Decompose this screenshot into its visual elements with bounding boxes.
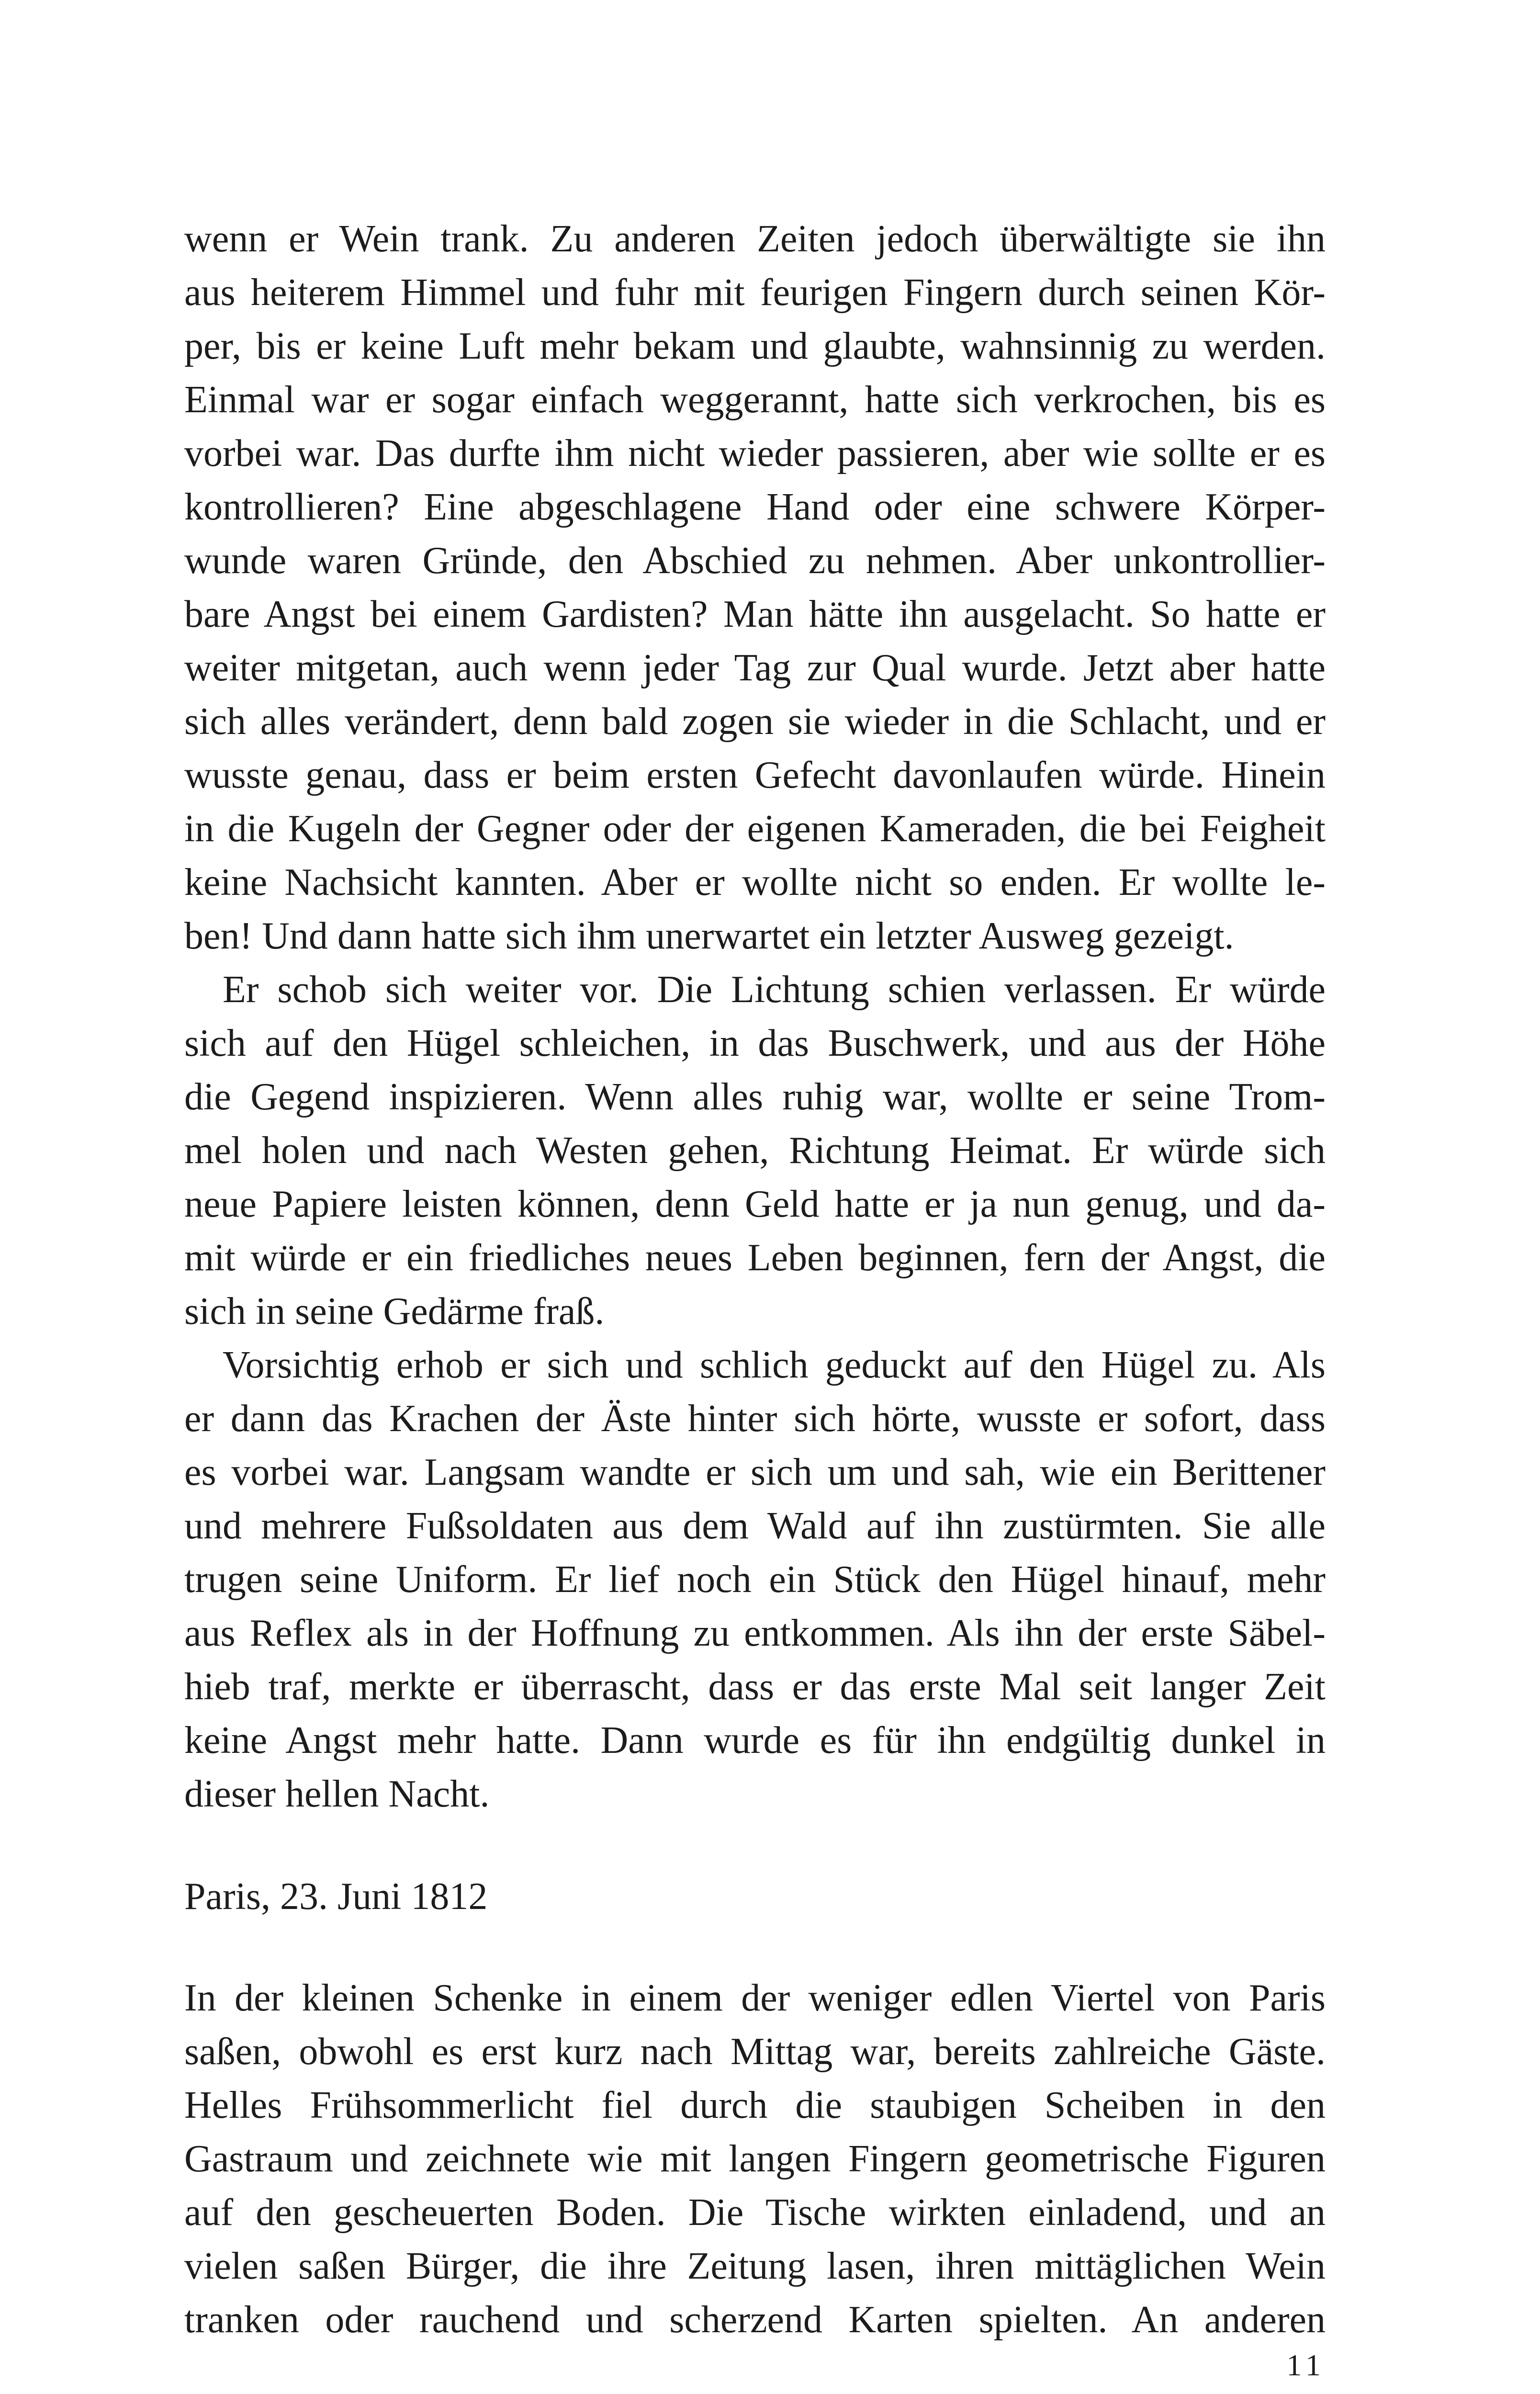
text-line: und mehrere Fußsoldaten aus dem Wald auf ihn zustürmten. Sie alle — [184, 1505, 1326, 1547]
text-line: vorbei war. Das durfte ihm nicht wieder passieren, aber wie sollte er es — [184, 432, 1326, 474]
text-line: kontrollieren? Eine abgeschlagene Hand oder eine schwere Körper- — [184, 486, 1326, 528]
text-line: neue Papiere leisten können, denn Geld hatte er ja nun genug, und da- — [184, 1183, 1326, 1225]
section-heading: Paris, 23. Juni 1812 — [184, 1875, 488, 1918]
text-line: die Gegend inspizieren. Wenn alles ruhig war, wollte er seine Trom- — [184, 1076, 1326, 1118]
text-line: auf den gescheuerten Boden. Die Tische wirkten einladend, und an — [184, 2191, 1326, 2234]
text-line: bare Angst bei einem Gardisten? Man hätte ihn ausgelacht. So hatte er — [184, 593, 1326, 635]
text-line: sich auf den Hügel schleichen, in das Buschwerk, und aus der Höhe — [184, 1022, 1326, 1064]
text-line: tranken oder rauchend und scherzend Karten spielten. An anderen — [184, 2299, 1326, 2341]
text-line: sich alles verändert, denn bald zogen sie wieder in die Schlacht, und er — [184, 700, 1326, 743]
text-line: Einmal war er sogar einfach weggerannt, hatte sich verkrochen, bis es — [184, 379, 1326, 421]
text-line: vielen saßen Bürger, die ihre Zeitung lasen, ihren mittäglichen Wein — [184, 2245, 1326, 2287]
text-line: Gastraum und zeichnete wie mit langen Fingern geometrische Figuren — [184, 2138, 1326, 2180]
text-line: Er schob sich weiter vor. Die Lichtung schien verlassen. Er würde — [223, 969, 1326, 1011]
text-line: wunde waren Gründe, den Abschied zu nehmen. Aber unkontrollier- — [184, 540, 1326, 582]
text-line: trugen seine Uniform. Er lief noch ein Stück den Hügel hinauf, mehr — [184, 1558, 1326, 1601]
text-line: es vorbei war. Langsam wandte er sich um und sah, wie ein Berittener — [184, 1451, 1326, 1493]
text-line: aus heiterem Himmel und fuhr mit feurigen Fingern durch seinen Kör- — [184, 271, 1326, 314]
text-line: weiter mitgetan, auch wenn jeder Tag zur Qual wurde. Jetzt aber hatte — [184, 647, 1326, 689]
text-line: dieser hellen Nacht. — [184, 1773, 490, 1815]
text-line: er dann das Krachen der Äste hinter sich hörte, wusste er sofort, dass — [184, 1398, 1326, 1440]
text-line: wusste genau, dass er beim ersten Gefecht davonlaufen würde. Hinein — [184, 754, 1326, 796]
text-line: hieb traf, merkte er überrascht, dass er das erste Mal seit langer Zeit — [184, 1666, 1326, 1708]
text-line: keine Angst mehr hatte. Dann wurde es für ihn endgültig dunkel in — [184, 1719, 1326, 1762]
text-line: keine Nachsicht kannten. Aber er wollte nicht so enden. Er wollte le- — [184, 861, 1326, 903]
body-text-top — [184, 212, 1326, 1821]
text-line: in die Kugeln der Gegner oder der eigenen Kameraden, die bei Feigheit — [184, 808, 1326, 850]
text-line: mit würde er ein friedliches neues Leben beginnen, fern der Angst, die — [184, 1237, 1326, 1279]
text-line: saßen, obwohl es erst kurz nach Mittag war, bereits zahlreiche Gäste. — [184, 2031, 1326, 2073]
page-number: 11 — [1286, 2348, 1326, 2382]
text-line: sich in seine Gedärme fraß. — [184, 1290, 605, 1333]
text-line: Vorsichtig erhob er sich und schlich geduckt auf den Hügel zu. Als — [223, 1344, 1326, 1386]
text-line: wenn er Wein trank. Zu anderen Zeiten jedoch überwältigte sie ihn — [184, 218, 1326, 260]
text-line: ben! Und dann hatte sich ihm unerwartet ein letzter Ausweg gezeigt. — [184, 915, 1234, 957]
text-line: In der kleinen Schenke in einem der weniger edlen Viertel von Paris — [184, 1977, 1326, 2019]
text-line: Helles Frühsommerlicht fiel durch die staubigen Scheiben in den — [184, 2084, 1326, 2126]
text-line: per, bis er keine Luft mehr bekam und glaubte, wahnsinnig zu werden. — [184, 325, 1326, 367]
body-text-bottom — [184, 1971, 1326, 2347]
text-line: aus Reflex als in der Hoffnung zu entkommen. Als ihn der erste Säbel- — [184, 1612, 1326, 1654]
text-line: mel holen und nach Westen gehen, Richtung Heimat. Er würde sich — [184, 1129, 1326, 1172]
